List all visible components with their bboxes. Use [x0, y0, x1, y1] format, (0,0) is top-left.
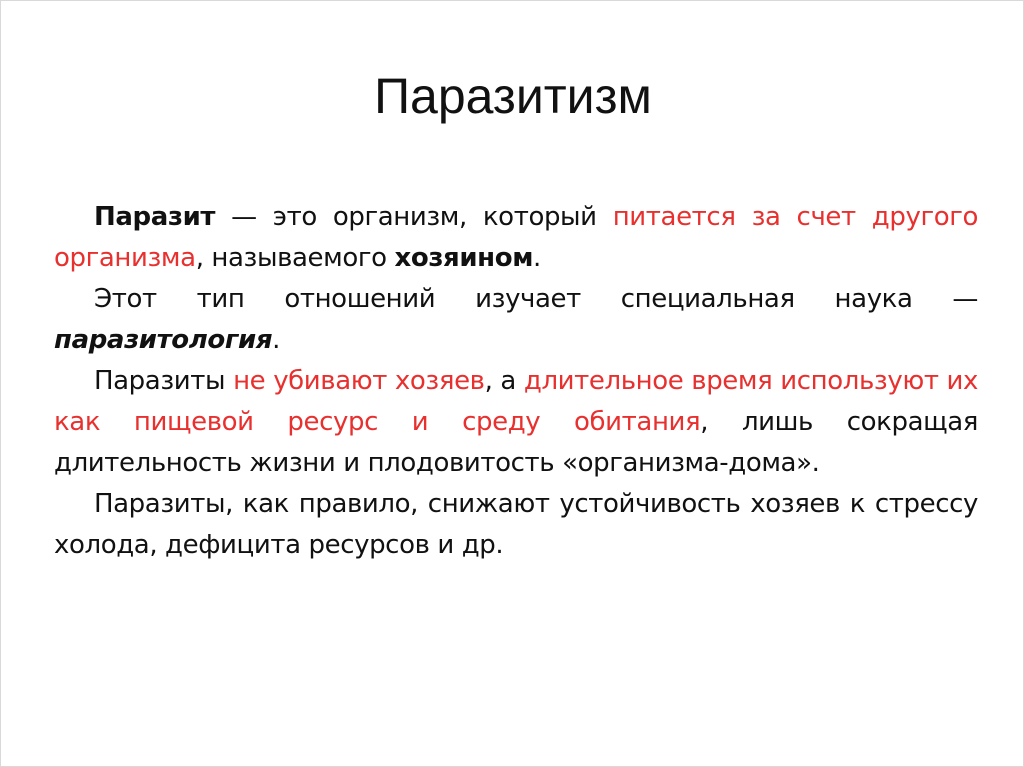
paragraph-host-usage [54, 361, 978, 484]
text-segment: , называемого [195, 243, 395, 273]
text-segment: , лишь сокращая длительность жизни и плодовитость «организма-дома». [54, 407, 978, 478]
highlight-do-not-kill: не убивают хозяев [233, 366, 485, 396]
paragraph-stress-resistance [54, 484, 978, 566]
text-segment: Паразиты, как правило, снижают устойчивость хозяев к стрессу холода, дефицита ресурсов и др. [54, 489, 978, 560]
text-segment: , а [484, 366, 524, 396]
text-segment: . [272, 325, 280, 355]
text-segment: Этот тип отношений изучает специальная наука — [94, 284, 978, 314]
term-host: хозяином [394, 243, 534, 273]
highlight-long-term-use: длительное время используют их как пищевой ресурс и среду обитания [54, 366, 978, 437]
text-segment: . [533, 243, 541, 273]
term-parasitology: паразитология [54, 325, 273, 355]
text-segment: Паразиты [94, 366, 234, 396]
slide-title: Паразитизм [374, 68, 652, 124]
slide-body [54, 197, 978, 566]
text-segment: — это организм, который [215, 202, 613, 232]
highlight-feeds-on-host: питается за счет другого организма [54, 202, 978, 273]
paragraph-parasitology [54, 279, 978, 361]
term-parasite: Паразит [94, 202, 216, 232]
paragraph-parasite-definition [54, 197, 978, 279]
